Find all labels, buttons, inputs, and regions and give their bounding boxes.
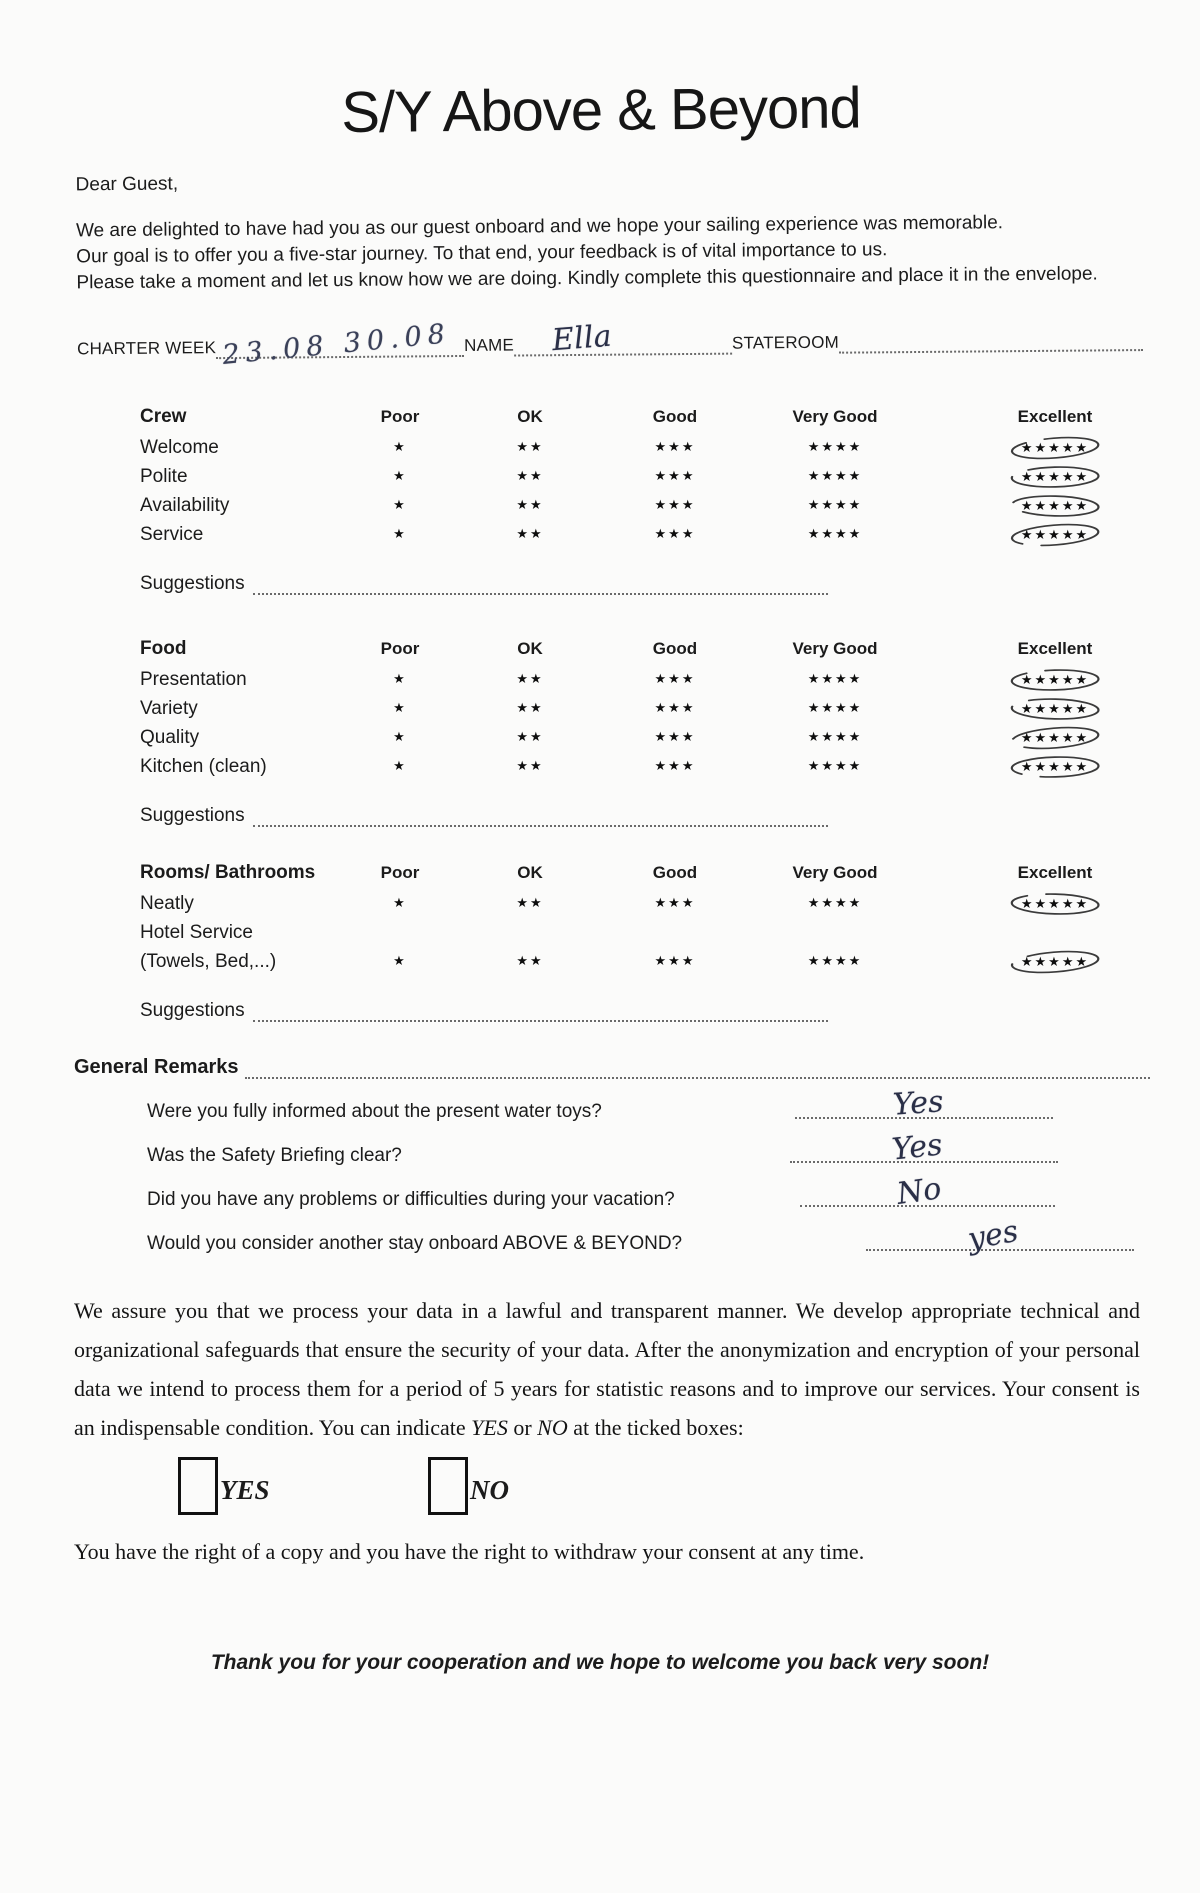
question-row — [0, 1085, 1200, 1129]
table-row — [140, 723, 1200, 752]
suggestions-row — [140, 801, 1200, 827]
excellent-stars: ★★★★★ — [1020, 498, 1090, 514]
rating-stars-level-1: ★ — [393, 759, 407, 774]
rating-stars-level-1: ★ — [393, 730, 407, 745]
rating-stars-level-3: ★★★ — [654, 730, 696, 745]
rating-stars-level-1: ★ — [393, 701, 407, 716]
excellent-circled-rating — [1009, 668, 1101, 692]
column-header-poor: Poor — [380, 639, 420, 658]
column-header-ok: OK — [517, 863, 543, 882]
charter-week-handwritten-value: 23.08 30.08 — [221, 318, 453, 371]
rating-stars-level-2: ★★ — [516, 730, 544, 745]
suggestions-line — [253, 573, 828, 595]
excellent-stars: ★★★★★ — [1020, 954, 1090, 970]
excellent-circled-rating — [1009, 465, 1101, 489]
answer-handwriting: Yes — [891, 1084, 945, 1123]
hand-drawn-circle — [1009, 726, 1101, 750]
question-text: Was the Safety Briefing clear? — [147, 1145, 402, 1166]
rating-stars-level-4: ★★★★ — [807, 896, 863, 911]
consent-text: We assure you that we process your data in a lawful and transparent manner. We develop appropriate technical and organizational safeguards that ensure the security of your data. After the anonymization and encryption of your personal data we intend to process them for a period of 5 years for statistic reasons and to improve our services. Your consent is an indispensable condition. You can indicate — [74, 1298, 1140, 1440]
column-header-good: Good — [652, 407, 698, 426]
suggestions-label: Suggestions — [140, 1000, 245, 1021]
stateroom-field — [839, 323, 1143, 354]
rating-stars-level-2: ★★ — [516, 954, 544, 969]
row-label: Presentation — [140, 668, 247, 690]
consent-or-word: or — [507, 1415, 538, 1440]
suggestions-label: Suggestions — [140, 573, 245, 594]
section-header-row — [140, 633, 1200, 665]
column-header-good: Good — [652, 863, 698, 882]
excellent-cell — [920, 726, 1190, 750]
question-text: Would you consider another stay onboard ABOVE & BEYOND? — [147, 1233, 683, 1254]
name-field — [514, 318, 732, 359]
rating-stars-level-2: ★★ — [516, 896, 544, 911]
rating-stars-level-1: ★ — [393, 672, 407, 687]
table-row — [140, 889, 1200, 918]
general-remarks-questions — [0, 1085, 1200, 1261]
answer-line — [800, 1171, 1055, 1212]
column-header-ok: OK — [517, 639, 543, 658]
question-row — [0, 1213, 1200, 1261]
rating-stars-level-3: ★★★ — [654, 469, 696, 484]
consent-checkbox-yes[interactable] — [178, 1457, 218, 1515]
answer-line — [866, 1213, 1134, 1258]
suggestions-row — [140, 569, 1200, 595]
excellent-circled-rating — [1009, 523, 1101, 547]
rating-stars-level-2: ★★ — [516, 469, 544, 484]
rating-stars-level-3: ★★★ — [654, 440, 696, 455]
rating-stars-level-1: ★ — [393, 954, 407, 969]
hand-drawn-circle — [1009, 494, 1101, 518]
rating-stars-level-3: ★★★ — [654, 759, 696, 774]
general-remarks-heading-row — [74, 1056, 1150, 1079]
excellent-cell — [920, 950, 1190, 974]
column-header-very-good: Very Good — [792, 639, 878, 658]
rating-section-food — [0, 633, 1200, 827]
row-label: Quality — [140, 726, 200, 748]
excellent-stars: ★★★★★ — [1020, 896, 1090, 912]
rating-stars-level-2: ★★ — [516, 672, 544, 687]
hand-drawn-circle — [1009, 697, 1101, 721]
general-remarks-line — [245, 1062, 1150, 1079]
table-row — [140, 918, 1200, 947]
question-text: Did you have any problems or difficulties during your vacation? — [147, 1189, 675, 1210]
row-label: Neatly — [140, 892, 194, 914]
rating-stars-level-2: ★★ — [516, 759, 544, 774]
excellent-stars: ★★★★★ — [1020, 759, 1090, 775]
rating-stars-level-4: ★★★★ — [807, 527, 863, 542]
table-row — [140, 491, 1200, 520]
row-label: (Towels, Bed,...) — [140, 950, 277, 972]
excellent-circled-rating — [1009, 494, 1101, 518]
column-header-poor: Poor — [380, 863, 420, 882]
consent-yes-word: YES — [471, 1415, 508, 1440]
row-label: Kitchen (clean) — [140, 755, 267, 777]
suggestions-line — [253, 805, 828, 827]
table-row — [140, 694, 1200, 723]
section-header-row — [140, 857, 1200, 889]
excellent-circled-rating — [1009, 697, 1101, 721]
excellent-circled-rating — [1009, 892, 1101, 916]
column-header-excellent: Excellent — [1017, 407, 1093, 426]
rating-stars-level-4: ★★★★ — [807, 469, 863, 484]
rating-stars-level-2: ★★ — [516, 527, 544, 542]
rating-stars-level-4: ★★★★ — [807, 440, 863, 455]
section-title: Food — [140, 638, 187, 659]
rating-stars-level-4: ★★★★ — [807, 498, 863, 513]
table-row — [140, 665, 1200, 694]
intro-line: We are delighted to have had you as our guest onboard and we hope your sailing experience was memorable. — [75, 212, 1004, 242]
thank-you-note: Thank you for your cooperation and we hope to welcome you back very soon! — [210, 1651, 990, 1674]
column-header-poor: Poor — [380, 407, 420, 426]
charter-info-row — [76, 317, 1143, 371]
question-row — [0, 1173, 1200, 1217]
rating-stars-level-2: ★★ — [516, 498, 544, 513]
answer-handwriting: No — [894, 1171, 944, 1212]
checkbox-no-label: NO — [470, 1475, 509, 1505]
rating-stars-level-1: ★ — [393, 469, 407, 484]
rating-stars-level-3: ★★★ — [654, 527, 696, 542]
hand-drawn-circle — [1009, 755, 1101, 779]
hand-drawn-circle — [1009, 523, 1101, 547]
hand-drawn-circle — [1009, 465, 1101, 489]
intro-line: Please take a moment and let us know how we are doing. Kindly complete this questionnaire and place it in the envelope. — [76, 263, 1098, 294]
section-header-row — [140, 401, 1200, 433]
name-handwritten-value: Ella — [550, 318, 614, 359]
row-label: Hotel Service — [140, 921, 253, 943]
page-title: S/Y Above & Beyond — [340, 75, 861, 146]
column-header-excellent: Excellent — [1017, 863, 1093, 882]
row-label: Polite — [140, 465, 188, 487]
checkbox-yes-label: YES — [220, 1475, 270, 1505]
rating-stars-level-3: ★★★ — [654, 896, 696, 911]
rating-stars-level-2: ★★ — [516, 440, 544, 455]
rating-stars-level-4: ★★★★ — [807, 701, 863, 716]
hand-drawn-circle — [1009, 436, 1101, 460]
letter-header — [0, 0, 1200, 371]
row-label: Availability — [140, 494, 230, 516]
intro-paragraph — [76, 209, 1129, 296]
hand-drawn-circle — [1009, 668, 1101, 692]
excellent-cell — [920, 755, 1190, 779]
column-header-excellent: Excellent — [1017, 639, 1093, 658]
charter-week-field — [216, 318, 464, 371]
general-remarks-heading: General Remarks — [74, 1056, 239, 1078]
table-row — [140, 433, 1200, 462]
rating-section-rooms-bathrooms — [0, 857, 1200, 1022]
question-text: Were you fully informed about the present water toys? — [147, 1101, 602, 1122]
name-label: NAME — [464, 335, 515, 355]
excellent-cell — [920, 523, 1190, 547]
table-row — [140, 947, 1200, 976]
excellent-stars: ★★★★★ — [1020, 527, 1090, 543]
excellent-cell — [920, 436, 1190, 460]
rating-stars-level-4: ★★★★ — [807, 730, 863, 745]
row-label: Service — [140, 523, 204, 545]
excellent-circled-rating — [1009, 950, 1101, 974]
rating-stars-level-3: ★★★ — [654, 701, 696, 716]
rating-stars-level-4: ★★★★ — [807, 759, 863, 774]
consent-no-word: NO — [537, 1415, 568, 1440]
column-header-very-good: Very Good — [792, 407, 878, 426]
rating-sections — [0, 401, 1200, 1022]
hand-drawn-circle — [1009, 950, 1101, 974]
rating-stars-level-1: ★ — [393, 896, 407, 911]
excellent-stars: ★★★★★ — [1020, 730, 1090, 746]
rating-stars-level-4: ★★★★ — [807, 672, 863, 687]
rating-stars-level-1: ★ — [393, 527, 407, 542]
section-title: Crew — [140, 406, 187, 427]
excellent-circled-rating — [1009, 436, 1101, 460]
answer-handwriting: yes — [965, 1213, 1021, 1258]
row-label: Variety — [140, 697, 198, 719]
excellent-cell — [920, 892, 1190, 916]
consent-paragraph — [74, 1291, 1140, 1447]
excellent-stars: ★★★★★ — [1020, 701, 1090, 717]
table-row — [140, 752, 1200, 781]
excellent-cell — [920, 465, 1190, 489]
suggestions-row — [140, 996, 1200, 1022]
rating-stars-level-3: ★★★ — [654, 498, 696, 513]
section-title: Rooms/ Bathrooms — [140, 862, 316, 883]
rating-stars-level-3: ★★★ — [654, 672, 696, 687]
excellent-circled-rating — [1009, 755, 1101, 779]
rights-statement: You have the right of a copy and you have the right to withdraw your consent at any time. — [74, 1539, 865, 1564]
excellent-stars: ★★★★★ — [1020, 440, 1090, 456]
excellent-cell — [920, 697, 1190, 721]
rating-stars-level-1: ★ — [393, 498, 407, 513]
answer-line — [790, 1127, 1058, 1168]
rating-stars-level-3: ★★★ — [654, 954, 696, 969]
rating-stars-level-1: ★ — [393, 440, 407, 455]
column-header-ok: OK — [517, 407, 543, 426]
rating-stars-level-2: ★★ — [516, 701, 544, 716]
column-header-very-good: Very Good — [792, 863, 878, 882]
answer-line — [795, 1084, 1053, 1123]
excellent-cell — [920, 668, 1190, 692]
table-row — [140, 462, 1200, 491]
hand-drawn-circle — [1009, 892, 1101, 916]
excellent-circled-rating — [1009, 726, 1101, 750]
suggestions-label: Suggestions — [140, 805, 245, 826]
suggestions-line — [253, 1000, 828, 1022]
charter-week-label: CHARTER WEEK — [76, 338, 217, 359]
row-label: Welcome — [140, 436, 219, 458]
salutation: Dear Guest, — [75, 173, 179, 196]
excellent-stars: ★★★★★ — [1020, 672, 1090, 688]
consent-checkbox-row — [0, 1453, 1200, 1523]
question-row — [0, 1129, 1200, 1173]
intro-line: Our goal is to offer you a five-star journey. To that end, your feedback is of vital importance to us. — [76, 239, 888, 268]
answer-handwriting: Yes — [890, 1127, 944, 1168]
excellent-stars: ★★★★★ — [1020, 469, 1090, 485]
stateroom-label: STATEROOM — [731, 332, 840, 353]
consent-tail: at the ticked boxes: — [567, 1415, 744, 1440]
table-row — [140, 520, 1200, 549]
column-header-good: Good — [652, 639, 698, 658]
rating-section-crew — [0, 401, 1200, 595]
consent-checkbox-no[interactable] — [428, 1457, 468, 1515]
excellent-cell — [920, 494, 1190, 518]
rating-stars-level-4: ★★★★ — [807, 954, 863, 969]
